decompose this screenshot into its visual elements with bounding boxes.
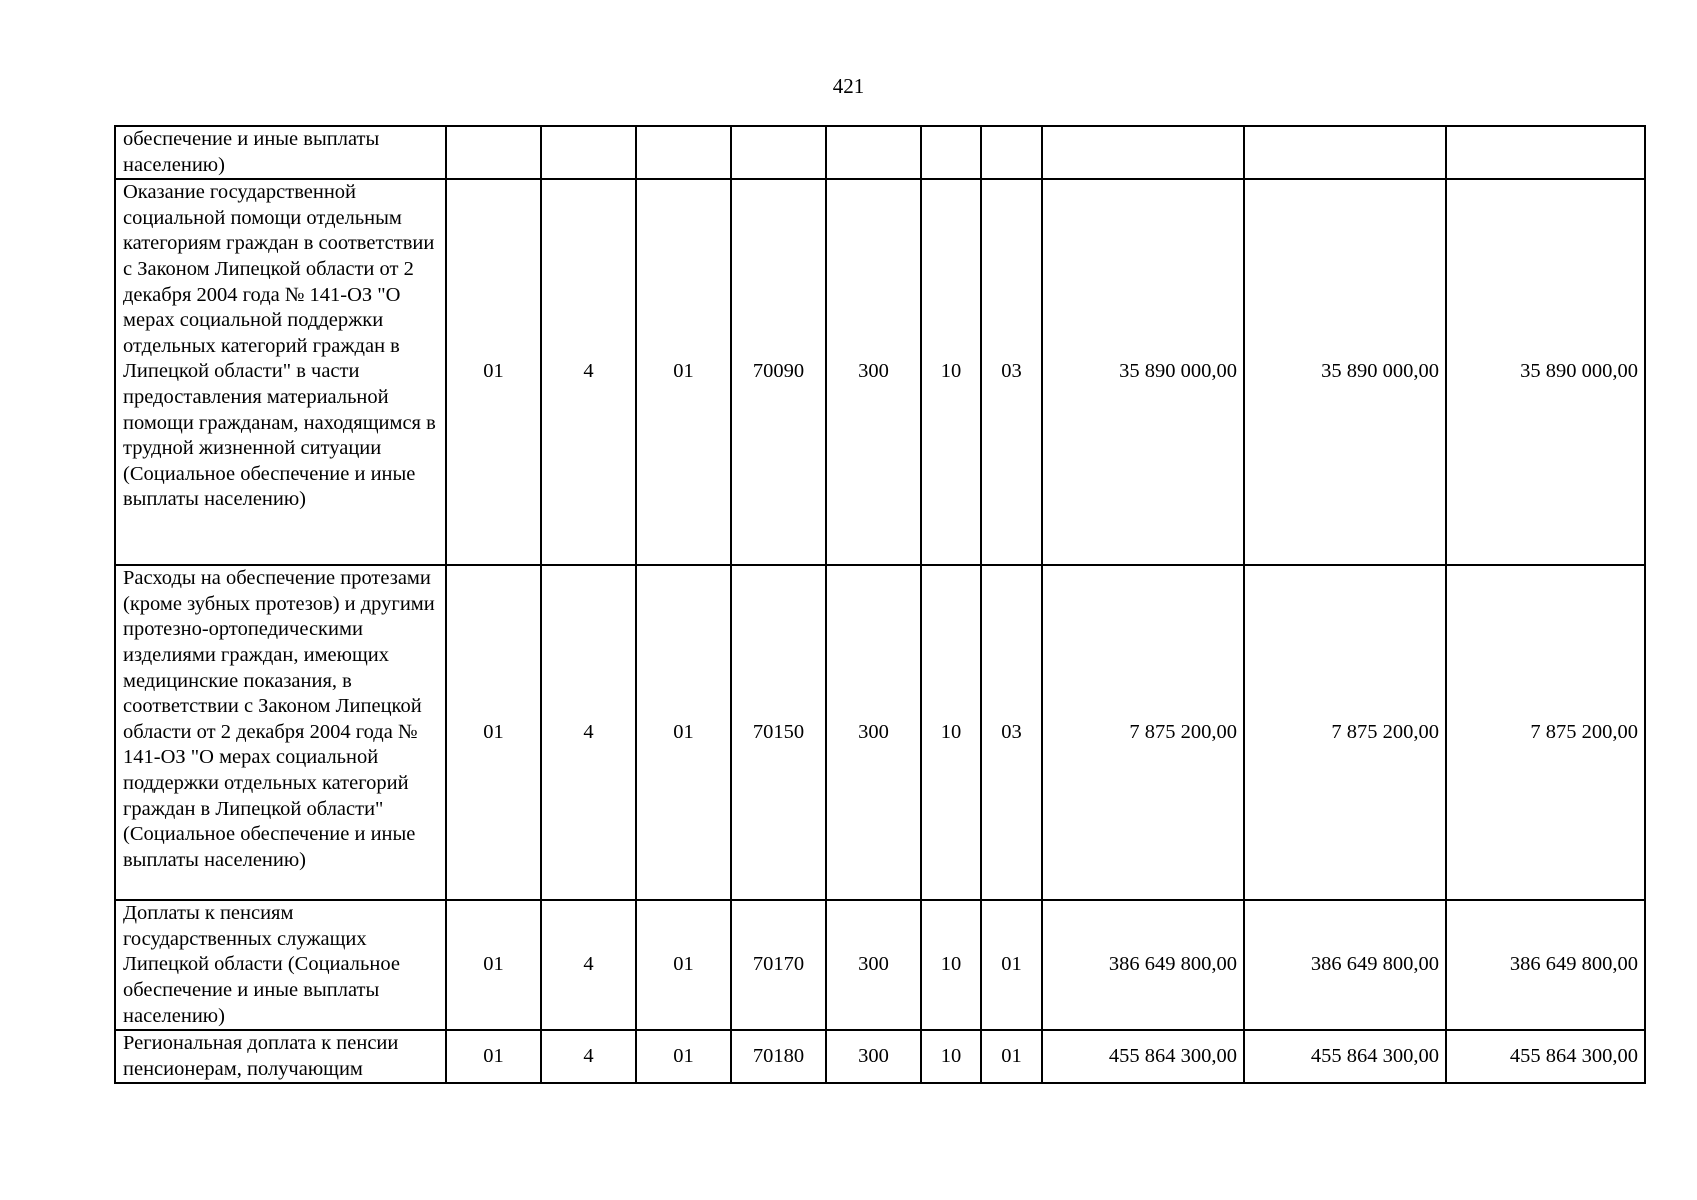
subsection-code-cell: 03 xyxy=(981,179,1042,565)
amount-year-3-cell: 35 890 000,00 xyxy=(1446,179,1645,565)
amount-year-2-cell: 386 649 800,00 xyxy=(1244,900,1446,1030)
amount-year-3-cell: 455 864 300,00 xyxy=(1446,1030,1645,1083)
table-row xyxy=(115,126,1645,179)
expense-type-code-cell: 300 xyxy=(826,565,921,900)
amount-year-3-cell: 7 875 200,00 xyxy=(1446,565,1645,900)
section-code-cell: 10 xyxy=(921,179,981,565)
subprogram-code-cell: 4 xyxy=(541,1030,636,1083)
subprogram-code-cell xyxy=(541,126,636,179)
amount-year-1-cell: 7 875 200,00 xyxy=(1042,565,1244,900)
main-activity-code-cell: 01 xyxy=(636,900,731,1030)
direction-code-cell: 70150 xyxy=(731,565,826,900)
amount-year-1-cell: 35 890 000,00 xyxy=(1042,179,1244,565)
main-activity-code-cell: 01 xyxy=(636,179,731,565)
subsection-code-cell: 03 xyxy=(981,565,1042,900)
budget-table xyxy=(114,125,1646,1084)
amount-year-2-cell: 455 864 300,00 xyxy=(1244,1030,1446,1083)
section-code-cell: 10 xyxy=(921,900,981,1030)
expense-type-code-cell: 300 xyxy=(826,179,921,565)
subsection-code-cell: 01 xyxy=(981,900,1042,1030)
subprogram-code-cell: 4 xyxy=(541,900,636,1030)
amount-year-3-cell xyxy=(1446,126,1645,179)
subsection-code-cell: 01 xyxy=(981,1030,1042,1083)
amount-year-2-cell: 35 890 000,00 xyxy=(1244,179,1446,565)
table-row xyxy=(115,900,1645,1030)
amount-year-1-cell xyxy=(1042,126,1244,179)
amount-year-2-cell xyxy=(1244,126,1446,179)
amount-year-1-cell: 455 864 300,00 xyxy=(1042,1030,1244,1083)
table-row xyxy=(115,179,1645,565)
program-code-cell: 01 xyxy=(446,565,541,900)
direction-code-cell: 70180 xyxy=(731,1030,826,1083)
subprogram-code-cell: 4 xyxy=(541,179,636,565)
program-code-cell: 01 xyxy=(446,900,541,1030)
row-description: Расходы на обеспечение протезами (кроме зубных протезов) и другими протезно-ортопедическими изделиями граждан, имеющих медицинские показания, в соответствии с Законом Липецкой области от 2 декабря 2004 года № 141-ОЗ "О мерах социальной поддержки отдельных категорий граждан в Липецкой области" (Социальное обеспечение и иные выплаты населению) xyxy=(115,565,446,900)
amount-year-3-cell: 386 649 800,00 xyxy=(1446,900,1645,1030)
program-code-cell: 01 xyxy=(446,1030,541,1083)
expense-type-code-cell xyxy=(826,126,921,179)
main-activity-code-cell: 01 xyxy=(636,1030,731,1083)
expense-type-code-cell: 300 xyxy=(826,900,921,1030)
table-row xyxy=(115,1030,1645,1083)
row-description: Оказание государственной социальной помощи отдельным категориям граждан в соответствии с Законом Липецкой области от 2 декабря 2004 года № 141-ОЗ "О мерах социальной поддержки отдельных категорий граждан в Липецкой области" в части предоставления материальной помощи гражданам, находящимся в трудной жизненной ситуации (Социальное обеспечение и иные выплаты населению) xyxy=(115,179,446,565)
direction-code-cell: 70170 xyxy=(731,900,826,1030)
row-description: обеспечение и иные выплаты населению) xyxy=(115,126,446,179)
direction-code-cell xyxy=(731,126,826,179)
program-code-cell: 01 xyxy=(446,179,541,565)
table-row xyxy=(115,565,1645,900)
row-description: Региональная доплата к пенсии пенсионерам, получающим xyxy=(115,1030,446,1083)
amount-year-1-cell: 386 649 800,00 xyxy=(1042,900,1244,1030)
program-code-cell xyxy=(446,126,541,179)
main-activity-code-cell: 01 xyxy=(636,565,731,900)
section-code-cell: 10 xyxy=(921,565,981,900)
subprogram-code-cell: 4 xyxy=(541,565,636,900)
row-description: Доплаты к пенсиям государственных служащих Липецкой области (Социальное обеспечение и иные выплаты населению) xyxy=(115,900,446,1030)
main-activity-code-cell xyxy=(636,126,731,179)
direction-code-cell: 70090 xyxy=(731,179,826,565)
expense-type-code-cell: 300 xyxy=(826,1030,921,1083)
section-code-cell: 10 xyxy=(921,1030,981,1083)
page-number: 421 xyxy=(832,74,865,98)
section-code-cell xyxy=(921,126,981,179)
subsection-code-cell xyxy=(981,126,1042,179)
amount-year-2-cell: 7 875 200,00 xyxy=(1244,565,1446,900)
